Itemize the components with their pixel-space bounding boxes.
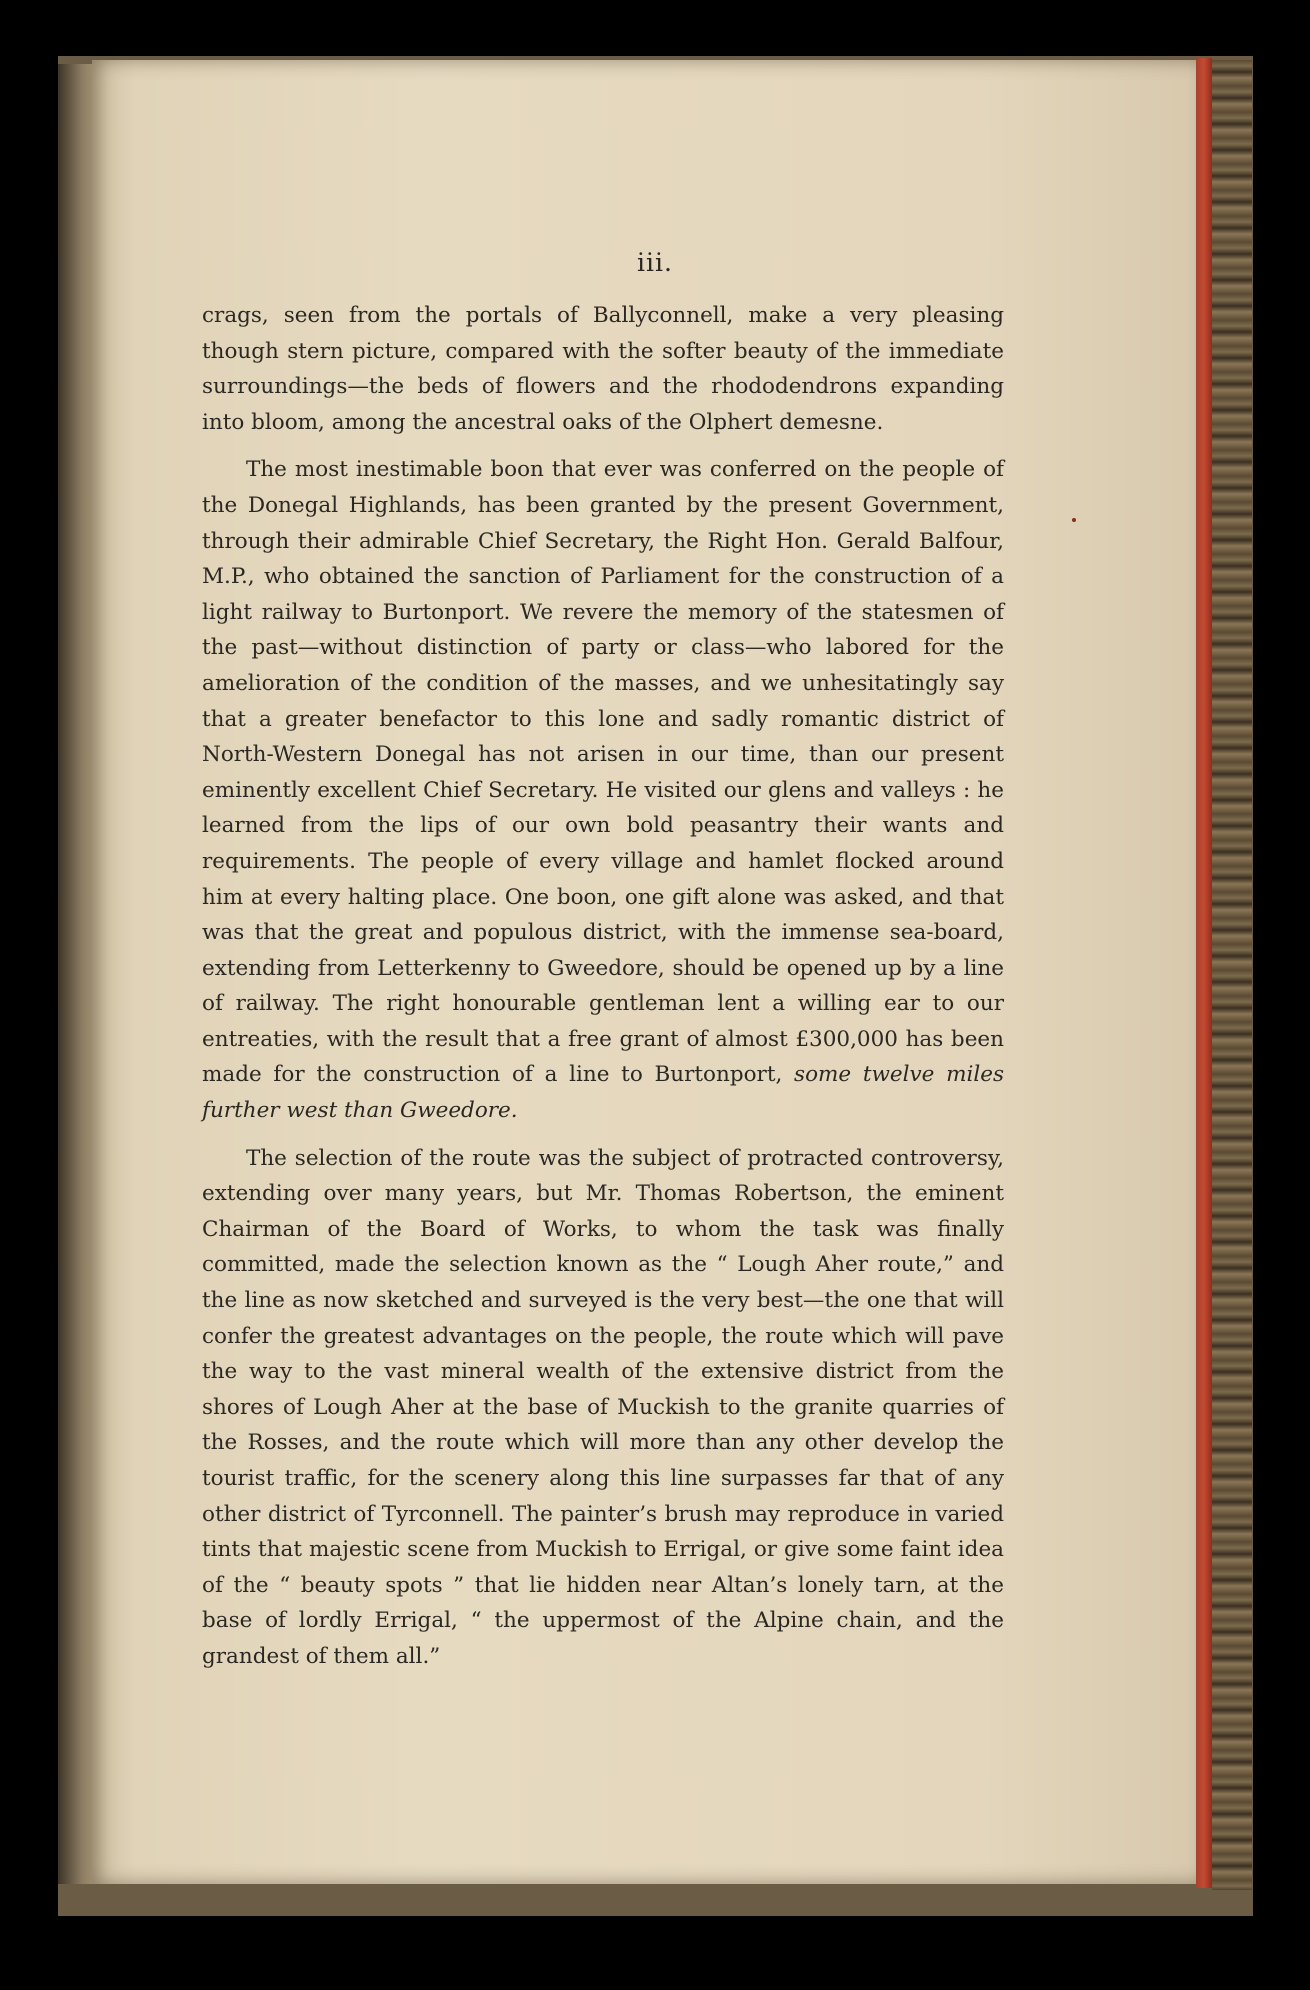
red-page-edge — [1196, 58, 1212, 1888]
paragraph-3: The selection of the route was the subject of protracted controversy, extending over many years, but Mr. Thomas Robertson, the eminent Chairman of the Board of Works, to whom the task was finally committed, made the selection known as the “ Lough Aher route,” and the line as now sketched and surveyed is the very best—the one that will confer the greatest advantages on the people, the route which will pave the way to the vast mineral wealth of the extensive district from the shores of Lough Aher at the base of Muckish to the granite quarries of the Rosses, and the route which will more than any other develop the tourist traffic, for the scenery along this line surpasses far that of any other district of Tyrconnell. The painter’s brush may reproduce in varied tints that majestic scene from Muckish to Errigal, or give some faint idea of the “ beauty spots ” that lie hidden near Altan’s lonely tarn, at the base of lordly Errigal, “ the uppermost of the Alpine chain, and the grandest of them all.” — [202, 1145, 1004, 1669]
body-text — [202, 298, 1004, 1675]
paragraph-1: crags, seen from the portals of Ballyconnell, make a very pleasing though stern picture, compared with the softer beauty of the immediate surroundings—the beds of flowers and the rhododendrons expanding into bloom, among the ancestral oaks of the Olphert demesne. — [202, 303, 1004, 435]
ink-speck — [1072, 518, 1076, 522]
paragraph-2-italic: some twelve miles further west than Gweedore. — [202, 1062, 1004, 1124]
paragraph-2-text: The most inestimable boon that ever was conferred on the people of the Donegal Highlands, has been granted by the present Government, through their admirable Chief Secretary, the Right Hon. Gerald Balfour, M.P., who obtained the sanction of Parliament for the construction of a light railway to Burtonport. We revere the memory of the statesmen of the past—without distinction of party or class—who labored for the amelioration of the condition of the masses, and we unhesitatingly say that a greater benefactor to this lone and sadly romantic district of North-Western Donegal has not arisen in our time, than our present eminently excellent Chief Secretary. He visited our glens and valleys : he learned from the lips of our own bold peasantry their wants and requirements. The people of every village and hamlet flocked around him at every halting place. One boon, one gift alone was asked, and that was that the great and populous district, with the immense sea-board, extending from Letterkenny to Gweedore, should be opened up by a line of railway. The right honourable gentleman lent a willing ear to our entreaties, with the result that a free grant of almost £300,000 has been made for the construction of a line to Burtonport, — [202, 457, 1004, 1088]
paragraph-2 — [202, 452, 1004, 1128]
page-number: iii. — [637, 248, 673, 277]
book-binding — [1212, 60, 1252, 1890]
